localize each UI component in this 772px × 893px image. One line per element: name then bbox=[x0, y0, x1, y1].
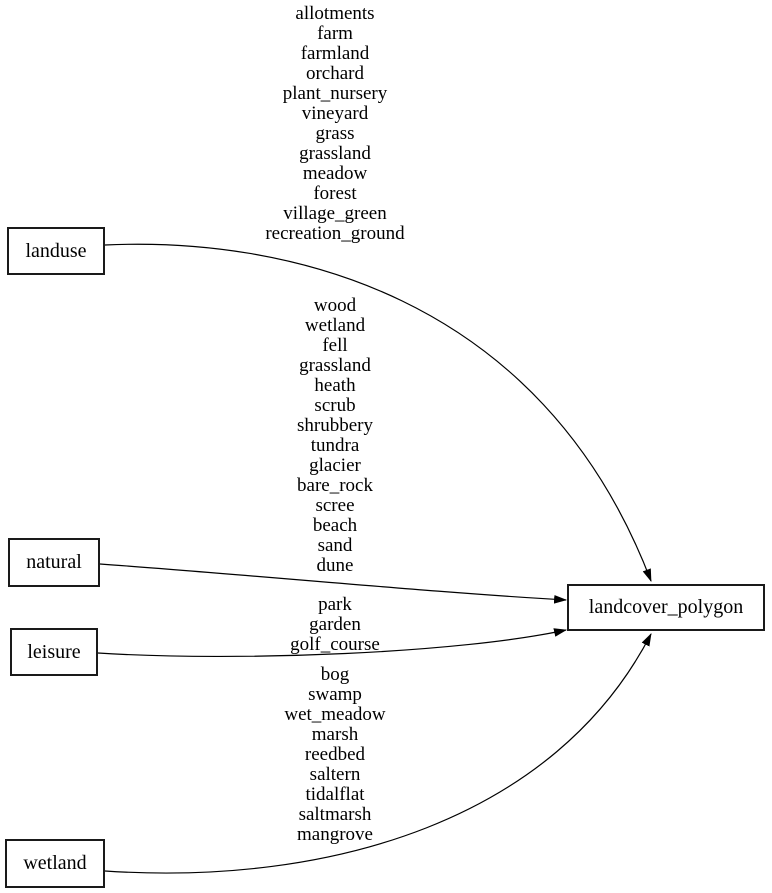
edge-label-line: meadow bbox=[302, 163, 368, 184]
edge-label-line: dune bbox=[316, 555, 354, 576]
edge-label-line: orchard bbox=[305, 63, 365, 84]
edge-label-line: scrub bbox=[314, 395, 356, 416]
edge-label-line: saltmarsh bbox=[298, 804, 372, 825]
edge-label-line: forest bbox=[313, 183, 357, 204]
edge-label-line: glacier bbox=[309, 455, 361, 476]
edge-label-line: reedbed bbox=[304, 744, 366, 765]
edge-label-line: recreation_ground bbox=[265, 223, 405, 244]
edge-label-wetland-values bbox=[185, 665, 485, 845]
edge-label-line: farmland bbox=[300, 43, 370, 64]
edge-label-line: bog bbox=[320, 664, 350, 685]
node-natural bbox=[8, 538, 100, 587]
edge-label-line: plant_nursery bbox=[282, 83, 388, 104]
edge-label-line: saltern bbox=[309, 764, 361, 785]
edge-label-line: tundra bbox=[310, 435, 360, 456]
edge-label-line: vineyard bbox=[301, 103, 369, 124]
edge-label-line: wet_meadow bbox=[284, 704, 386, 725]
edge-label-line: scree bbox=[315, 495, 355, 516]
node-leisure bbox=[10, 628, 98, 676]
node-landcover-polygon-label: landcover_polygon bbox=[588, 596, 744, 618]
node-wetland-label: wetland bbox=[23, 852, 87, 874]
edge-label-line: heath bbox=[314, 375, 356, 396]
edge-label-line: grassland bbox=[299, 355, 371, 376]
node-landuse-label: landuse bbox=[25, 239, 87, 262]
edge-label-line: village_green bbox=[283, 203, 387, 224]
edge-label-leisure-values bbox=[185, 595, 485, 655]
edge-label-line: bare_rock bbox=[297, 475, 373, 496]
edge-label-line: fell bbox=[322, 335, 348, 356]
edge-label-line: wetland bbox=[304, 315, 366, 336]
edge-label-line: farm bbox=[317, 23, 353, 44]
node-natural-label: natural bbox=[26, 551, 82, 573]
edge-label-line: shrubbery bbox=[297, 415, 373, 436]
node-landuse bbox=[7, 227, 105, 275]
edge-label-line: allotments bbox=[295, 3, 375, 24]
edge-label-natural-values bbox=[185, 296, 485, 576]
edge-label-line: tidalflat bbox=[305, 784, 365, 805]
edge-label-line: park bbox=[318, 594, 352, 615]
edge-label-line: grassland bbox=[299, 143, 371, 164]
edge-label-line: beach bbox=[312, 515, 358, 536]
edge-label-line: golf_course bbox=[290, 634, 380, 655]
edge-label-line: grass bbox=[315, 123, 355, 144]
edge-label-line: sand bbox=[317, 535, 353, 556]
node-wetland bbox=[5, 839, 105, 888]
edge-label-landuse-values bbox=[185, 4, 485, 244]
node-leisure-label: leisure bbox=[27, 640, 81, 663]
edge-label-line: mangrove bbox=[297, 824, 373, 845]
node-landcover-polygon bbox=[567, 584, 765, 631]
edge-label-line: swamp bbox=[308, 684, 362, 705]
edge-label-line: garden bbox=[309, 614, 361, 635]
edge-label-line: wood bbox=[313, 295, 357, 316]
edge-label-line: marsh bbox=[311, 724, 359, 745]
